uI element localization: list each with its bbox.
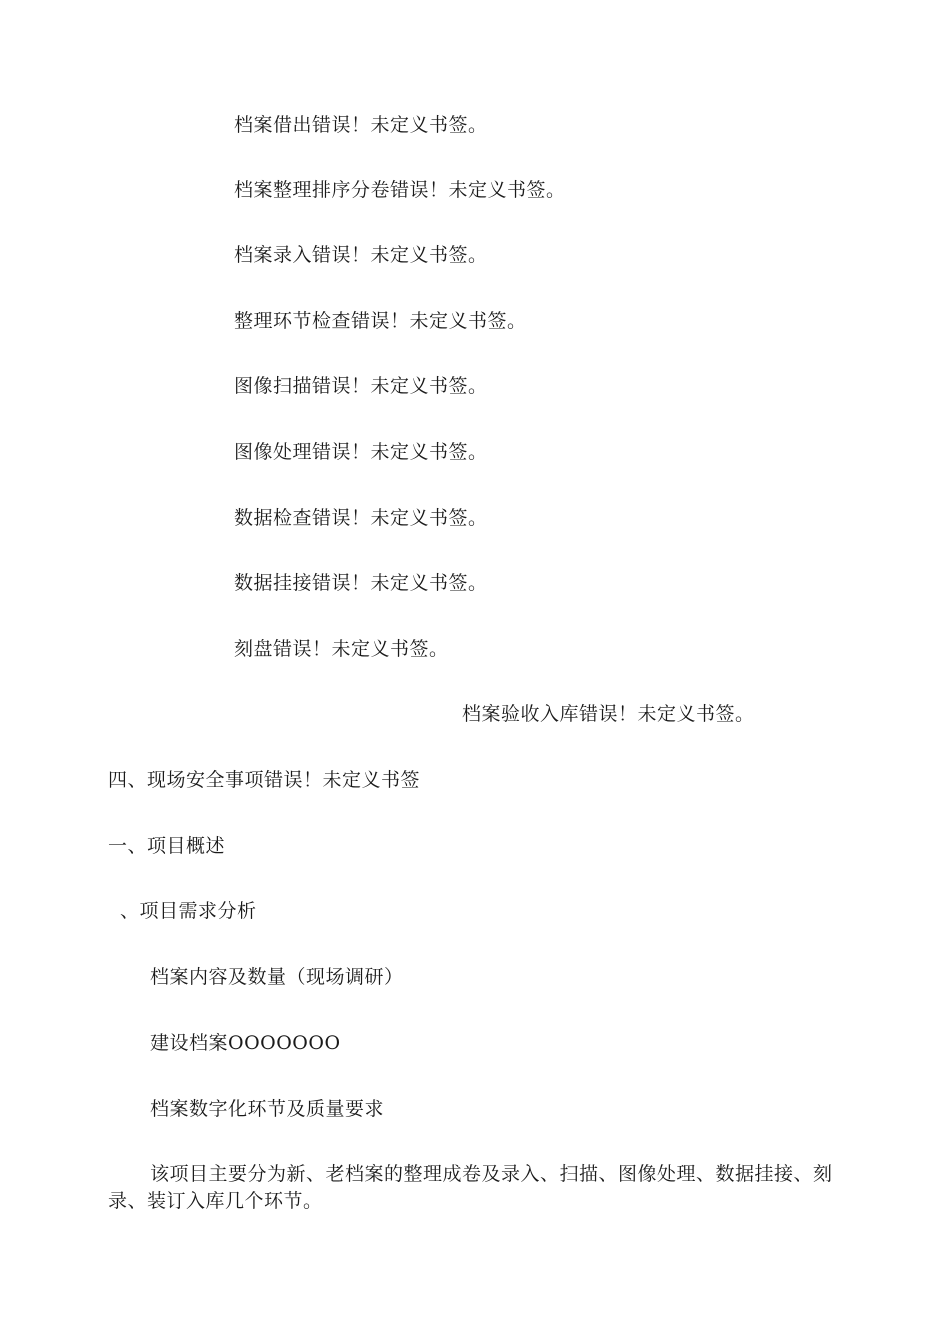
toc-entry-archive-lending[interactable]: 档案借出错误！未定义书签。 — [234, 114, 488, 136]
section-one-title: 一、项目概述 — [108, 835, 226, 857]
toc-entry-archive-entry[interactable]: 档案录入错误！未定义书签。 — [234, 244, 488, 266]
toc-entry-data-check[interactable]: 数据检查错误！未定义书签。 — [234, 507, 488, 529]
toc-entry-archive-acceptance[interactable]: 档案验收入库错误！未定义书签。 — [462, 703, 755, 725]
toc-entry-sorting-check[interactable]: 整理环节检查错误！未定义书签。 — [234, 310, 527, 332]
toc-entry-data-linking[interactable]: 数据挂接错误！未定义书签。 — [234, 572, 488, 594]
item-construction-archive: 建设档案OOOOOOO — [150, 1032, 341, 1054]
toc-entry-image-scanning[interactable]: 图像扫描错误！未定义书签。 — [234, 375, 488, 397]
toc-entry-archive-sorting[interactable]: 档案整理排序分卷错误！未定义书签。 — [234, 179, 566, 201]
toc-section-four[interactable]: 四、现场安全事项错误！未定义书签 — [108, 769, 421, 791]
toc-entry-disc-burning[interactable]: 刻盘错误！未定义书签。 — [234, 638, 449, 660]
subsection-title: 、项目需求分析 — [120, 900, 257, 922]
toc-entry-image-processing[interactable]: 图像处理错误！未定义书签。 — [234, 441, 488, 463]
item-digitization: 档案数字化环节及质量要求 — [150, 1098, 385, 1120]
item-archive-content: 档案内容及数量（现场调研） — [150, 966, 404, 988]
body-paragraph: 该项目主要分为新、老档案的整理成卷及录入、扫描、图像处理、数据挂接、刻录、装订入库几个环节。 — [108, 1163, 833, 1212]
